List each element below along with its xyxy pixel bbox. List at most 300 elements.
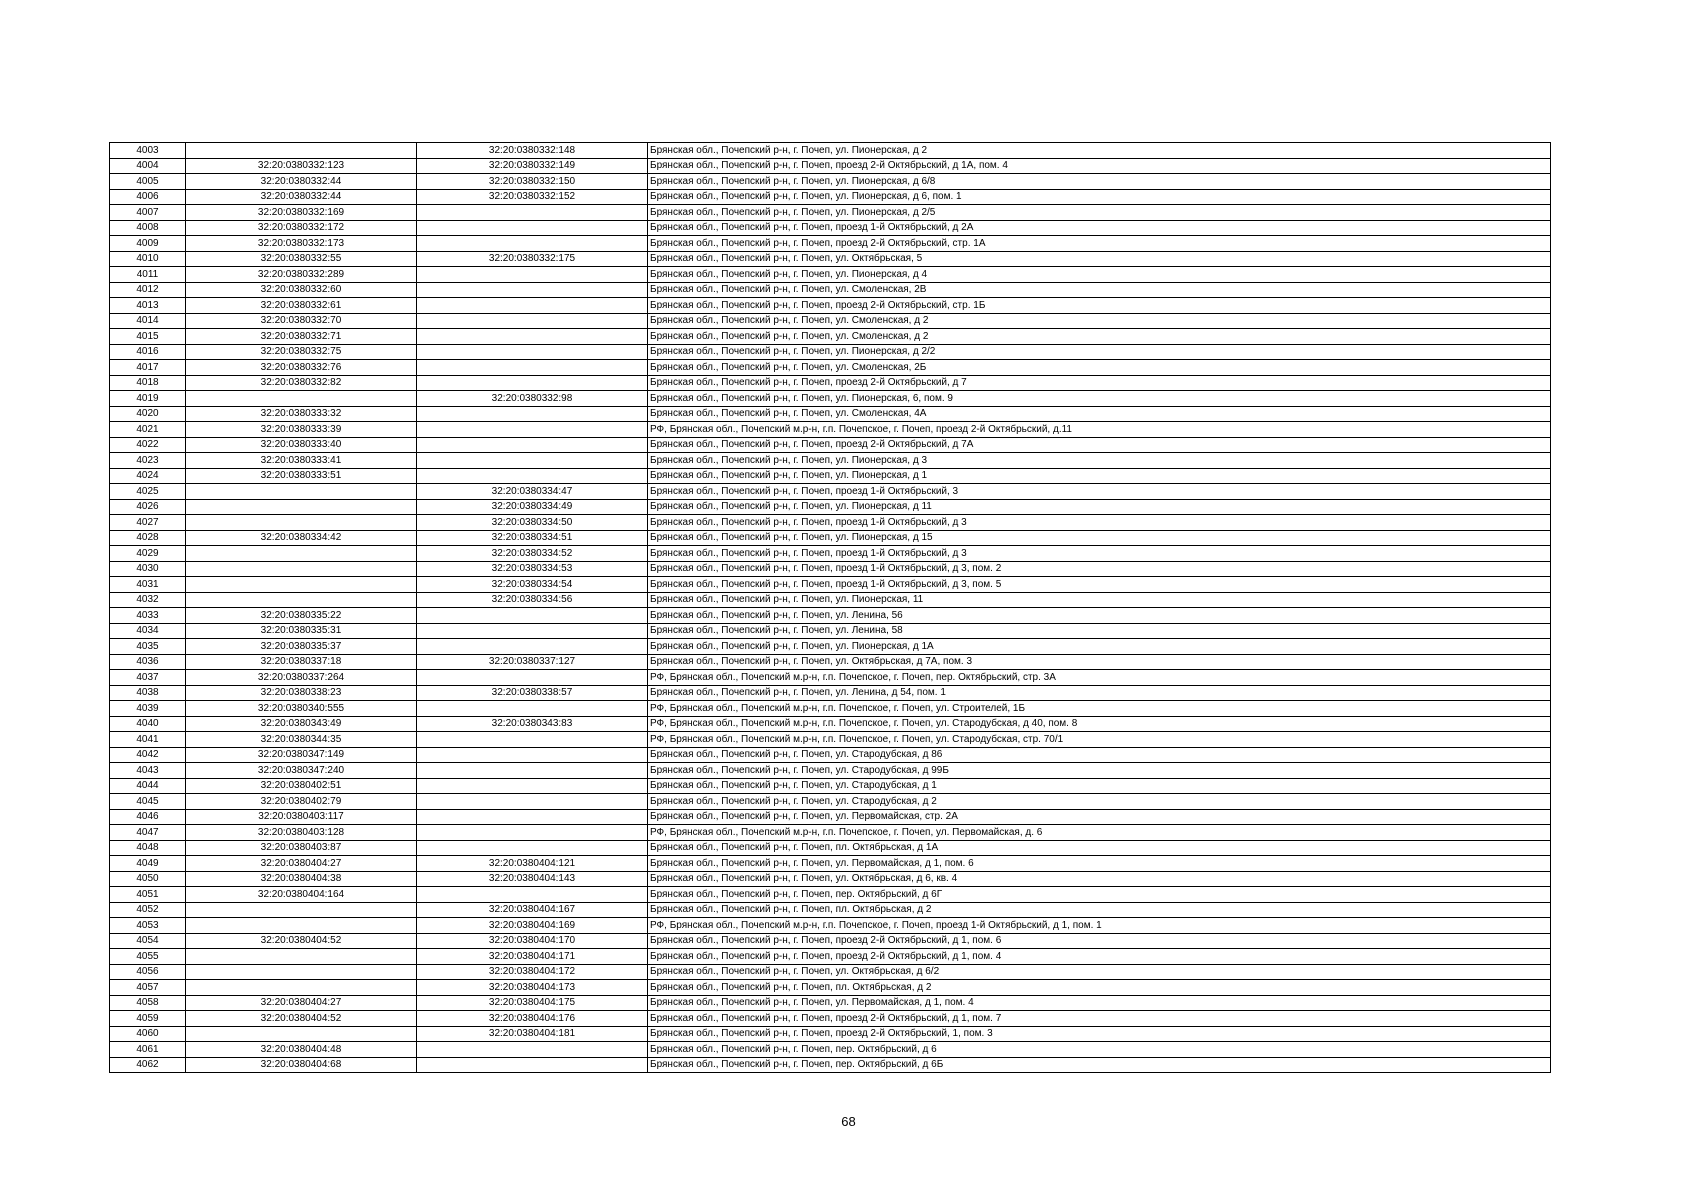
object-number-cell: 32:20:0380338:57 (417, 685, 648, 701)
row-number-cell: 4003 (110, 143, 186, 159)
object-number-cell: 32:20:0380404:170 (417, 933, 648, 949)
cadastral-number-cell: 32:20:0380403:128 (186, 825, 417, 841)
address-cell: Брянская обл., Почепский р-н, г. Почеп, проезд 2-й Октябрьский, д 7А (648, 437, 1551, 453)
address-cell: Брянская обл., Почепский р-н, г. Почеп, ул. Пионерская, д 4 (648, 267, 1551, 283)
table-row (110, 220, 1551, 236)
object-number-cell (417, 282, 648, 298)
cadastral-number-cell: 32:20:0380333:32 (186, 406, 417, 422)
address-cell: Брянская обл., Почепский р-н, г. Почеп, ул. Смоленская, 4А (648, 406, 1551, 422)
object-number-cell (417, 375, 648, 391)
object-number-cell: 32:20:0380334:50 (417, 515, 648, 531)
cadastral-number-cell (186, 1026, 417, 1042)
address-cell: Брянская обл., Почепский р-н, г. Почеп, ул. Пионерская, д 2/5 (648, 205, 1551, 221)
address-cell: РФ, Брянская обл., Почепский м.р-н, г.п. Почепское, г. Почеп, ул. Стародубская, д 40, пом. 8 (648, 716, 1551, 732)
object-number-cell: 32:20:0380332:98 (417, 391, 648, 407)
table-row (110, 747, 1551, 763)
row-number-cell: 4030 (110, 561, 186, 577)
cadastral-number-cell (186, 561, 417, 577)
table-row (110, 902, 1551, 918)
address-cell: Брянская обл., Почепский р-н, г. Почеп, проезд 1-й Октябрьский, 3 (648, 484, 1551, 500)
address-cell: РФ, Брянская обл., Почепский м.р-н, г.п. Почепское, г. Почеп, ул. Строителей, 1Б (648, 701, 1551, 717)
object-number-cell (417, 205, 648, 221)
address-cell: Брянская обл., Почепский р-н, г. Почеп, проезд 2-й Октябрьский, стр. 1А (648, 236, 1551, 252)
cadastral-number-cell: 32:20:0380343:49 (186, 716, 417, 732)
cadastral-number-cell: 32:20:0380347:240 (186, 763, 417, 779)
row-number-cell: 4015 (110, 329, 186, 345)
table-row (110, 623, 1551, 639)
row-number-cell: 4041 (110, 732, 186, 748)
table-row (110, 329, 1551, 345)
object-number-cell (417, 840, 648, 856)
cadastral-number-cell (186, 592, 417, 608)
object-number-cell: 32:20:0380404:169 (417, 918, 648, 934)
table-row (110, 701, 1551, 717)
object-number-cell: 32:20:0380332:150 (417, 174, 648, 190)
address-cell: Брянская обл., Почепский р-н, г. Почеп, ул. Стародубская, д 2 (648, 794, 1551, 810)
address-cell: Брянская обл., Почепский р-н, г. Почеп, пер. Октябрьский, д 6Б (648, 1057, 1551, 1073)
object-number-cell: 32:20:0380404:172 (417, 964, 648, 980)
address-cell: Брянская обл., Почепский р-н, г. Почеп, ул. Стародубская, д 1 (648, 778, 1551, 794)
row-number-cell: 4009 (110, 236, 186, 252)
row-number-cell: 4051 (110, 887, 186, 903)
row-number-cell: 4028 (110, 530, 186, 546)
object-number-cell (417, 236, 648, 252)
address-cell: Брянская обл., Почепский р-н, г. Почеп, ул. Стародубская, д 86 (648, 747, 1551, 763)
row-number-cell: 4011 (110, 267, 186, 283)
address-cell: Брянская обл., Почепский р-н, г. Почеп, ул. Смоленская, д 2 (648, 313, 1551, 329)
address-cell: РФ, Брянская обл., Почепский м.р-н, г.п. Почепское, г. Почеп, ул. Первомайская, д. 6 (648, 825, 1551, 841)
object-number-cell (417, 732, 648, 748)
row-number-cell: 4027 (110, 515, 186, 531)
row-number-cell: 4037 (110, 670, 186, 686)
row-number-cell: 4012 (110, 282, 186, 298)
table-row (110, 608, 1551, 624)
row-number-cell: 4024 (110, 468, 186, 484)
cadastral-number-cell: 32:20:0380347:149 (186, 747, 417, 763)
cadastral-number-cell: 32:20:0380404:38 (186, 871, 417, 887)
cadastral-number-cell (186, 484, 417, 500)
table-row (110, 205, 1551, 221)
address-cell: Брянская обл., Почепский р-н, г. Почеп, ул. Ленина, 58 (648, 623, 1551, 639)
table-row (110, 406, 1551, 422)
address-cell: Брянская обл., Почепский р-н, г. Почеп, ул. Смоленская, 2Б (648, 360, 1551, 376)
table-row (110, 360, 1551, 376)
address-cell: РФ, Брянская обл., Почепский м.р-н, г.п. Почепское, г. Почеп, проезд 2-й Октябрьский, д.11 (648, 422, 1551, 438)
object-number-cell: 32:20:0380343:83 (417, 716, 648, 732)
address-cell: Брянская обл., Почепский р-н, г. Почеп, ул. Пионерская, д 3 (648, 453, 1551, 469)
row-number-cell: 4062 (110, 1057, 186, 1073)
address-cell: Брянская обл., Почепский р-н, г. Почеп, ул. Пионерская, д 2 (648, 143, 1551, 159)
table-row (110, 143, 1551, 159)
cadastral-number-cell: 32:20:0380333:40 (186, 437, 417, 453)
object-number-cell: 32:20:0380404:167 (417, 902, 648, 918)
row-number-cell: 4007 (110, 205, 186, 221)
cadastral-number-cell (186, 515, 417, 531)
row-number-cell: 4048 (110, 840, 186, 856)
cadastral-number-cell: 32:20:0380333:51 (186, 468, 417, 484)
cadastral-number-cell: 32:20:0380332:71 (186, 329, 417, 345)
object-number-cell (417, 360, 648, 376)
row-number-cell: 4061 (110, 1042, 186, 1058)
page-number: 68 (841, 1114, 856, 1129)
address-cell: РФ, Брянская обл., Почепский м.р-н, г.п. Почепское, г. Почеп, пер. Октябрьский, стр. 3А (648, 670, 1551, 686)
row-number-cell: 4029 (110, 546, 186, 562)
address-cell: Брянская обл., Почепский р-н, г. Почеп, проезд 1-й Октябрьский, д 2А (648, 220, 1551, 236)
object-number-cell: 32:20:0380334:51 (417, 530, 648, 546)
address-cell: РФ, Брянская обл., Почепский м.р-н, г.п. Почепское, г. Почеп, ул. Стародубская, стр. 70/1 (648, 732, 1551, 748)
cadastral-number-cell: 32:20:0380404:27 (186, 995, 417, 1011)
row-number-cell: 4022 (110, 437, 186, 453)
object-number-cell: 32:20:0380404:173 (417, 980, 648, 996)
table-row (110, 468, 1551, 484)
cadastral-number-cell: 32:20:0380338:23 (186, 685, 417, 701)
address-cell: Брянская обл., Почепский р-н, г. Почеп, ул. Октябрьская, д 6/2 (648, 964, 1551, 980)
table-row (110, 1042, 1551, 1058)
row-number-cell: 4017 (110, 360, 186, 376)
cadastral-number-cell: 32:20:0380340:555 (186, 701, 417, 717)
cadastral-number-cell (186, 902, 417, 918)
row-number-cell: 4056 (110, 964, 186, 980)
table-row (110, 1057, 1551, 1073)
row-number-cell: 4059 (110, 1011, 186, 1027)
cadastral-number-cell: 32:20:0380403:87 (186, 840, 417, 856)
table-row (110, 174, 1551, 190)
object-number-cell: 32:20:0380332:148 (417, 143, 648, 159)
cadastral-number-cell: 32:20:0380402:79 (186, 794, 417, 810)
cadastral-number-cell (186, 143, 417, 159)
object-number-cell (417, 298, 648, 314)
table-row (110, 313, 1551, 329)
address-cell: Брянская обл., Почепский р-н, г. Почеп, пл. Октябрьская, д 2 (648, 902, 1551, 918)
table-row (110, 716, 1551, 732)
table-row (110, 267, 1551, 283)
cadastral-number-cell (186, 949, 417, 965)
address-cell: Брянская обл., Почепский р-н, г. Почеп, ул. Пионерская, д 1А (648, 639, 1551, 655)
object-number-cell (417, 313, 648, 329)
table-row (110, 515, 1551, 531)
object-number-cell: 32:20:0380404:121 (417, 856, 648, 872)
row-number-cell: 4039 (110, 701, 186, 717)
address-cell: Брянская обл., Почепский р-н, г. Почеп, пер. Октябрьский, д 6 (648, 1042, 1551, 1058)
object-number-cell (417, 670, 648, 686)
cadastral-number-cell: 32:20:0380333:41 (186, 453, 417, 469)
table-row (110, 453, 1551, 469)
row-number-cell: 4045 (110, 794, 186, 810)
cadastral-number-cell: 32:20:0380332:123 (186, 158, 417, 174)
address-cell: Брянская обл., Почепский р-н, г. Почеп, проезд 1-й Октябрьский, д 3 (648, 515, 1551, 531)
object-number-cell: 32:20:0380404:175 (417, 995, 648, 1011)
cadastral-number-cell: 32:20:0380332:61 (186, 298, 417, 314)
row-number-cell: 4016 (110, 344, 186, 360)
object-number-cell (417, 747, 648, 763)
row-number-cell: 4053 (110, 918, 186, 934)
address-cell: Брянская обл., Почепский р-н, г. Почеп, проезд 2-й Октябрьский, 1, пом. 3 (648, 1026, 1551, 1042)
table-row (110, 1026, 1551, 1042)
address-cell: Брянская обл., Почепский р-н, г. Почеп, проезд 2-й Октябрьский, д 7 (648, 375, 1551, 391)
object-number-cell (417, 794, 648, 810)
cadastral-number-cell: 32:20:0380337:264 (186, 670, 417, 686)
object-number-cell (417, 809, 648, 825)
object-number-cell (417, 887, 648, 903)
address-cell: Брянская обл., Почепский р-н, г. Почеп, пл. Октябрьская, д 2 (648, 980, 1551, 996)
cadastral-number-cell: 32:20:0380404:52 (186, 933, 417, 949)
object-number-cell: 32:20:0380404:181 (417, 1026, 648, 1042)
object-number-cell (417, 701, 648, 717)
table-row (110, 856, 1551, 872)
address-cell: Брянская обл., Почепский р-н, г. Почеп, пл. Октябрьская, д 1А (648, 840, 1551, 856)
row-number-cell: 4034 (110, 623, 186, 639)
cadastral-number-cell: 32:20:0380404:68 (186, 1057, 417, 1073)
object-number-cell (417, 639, 648, 655)
row-number-cell: 4004 (110, 158, 186, 174)
address-cell: Брянская обл., Почепский р-н, г. Почеп, ул. Пионерская, д 11 (648, 499, 1551, 515)
object-number-cell (417, 623, 648, 639)
address-cell: Брянская обл., Почепский р-н, г. Почеп, проезд 1-й Октябрьский, д 3, пом. 5 (648, 577, 1551, 593)
row-number-cell: 4026 (110, 499, 186, 515)
cadastral-number-cell: 32:20:0380335:37 (186, 639, 417, 655)
table-row (110, 158, 1551, 174)
table-row (110, 933, 1551, 949)
object-number-cell (417, 468, 648, 484)
cadastral-number-cell: 32:20:0380332:70 (186, 313, 417, 329)
address-cell: Брянская обл., Почепский р-н, г. Почеп, проезд 1-й Октябрьский, д 3 (648, 546, 1551, 562)
row-number-cell: 4018 (110, 375, 186, 391)
cadastral-number-cell (186, 546, 417, 562)
cadastral-table (109, 142, 1551, 1073)
table-row (110, 577, 1551, 593)
table-row (110, 1011, 1551, 1027)
cadastral-number-cell: 32:20:0380403:117 (186, 809, 417, 825)
address-cell: Брянская обл., Почепский р-н, г. Почеп, ул. Ленина, 56 (648, 608, 1551, 624)
cadastral-number-cell (186, 918, 417, 934)
address-cell: Брянская обл., Почепский р-н, г. Почеп, проезд 2-й Октябрьский, д 1, пом. 7 (648, 1011, 1551, 1027)
table-row (110, 236, 1551, 252)
table-row (110, 732, 1551, 748)
object-number-cell: 32:20:0380334:56 (417, 592, 648, 608)
table-row (110, 375, 1551, 391)
object-number-cell (417, 437, 648, 453)
object-number-cell (417, 763, 648, 779)
table-row (110, 825, 1551, 841)
cadastral-number-cell: 32:20:0380332:173 (186, 236, 417, 252)
cadastral-number-cell: 32:20:0380332:60 (186, 282, 417, 298)
cadastral-number-cell: 32:20:0380334:42 (186, 530, 417, 546)
cadastral-number-cell: 32:20:0380404:27 (186, 856, 417, 872)
address-cell: Брянская обл., Почепский р-н, г. Почеп, пер. Октябрьский, д 6Г (648, 887, 1551, 903)
table-row (110, 887, 1551, 903)
row-number-cell: 4005 (110, 174, 186, 190)
object-number-cell: 32:20:0380332:175 (417, 251, 648, 267)
cadastral-number-cell: 32:20:0380404:52 (186, 1011, 417, 1027)
table-row (110, 670, 1551, 686)
address-cell: Брянская обл., Почепский р-н, г. Почеп, ул. Ленина, д 54, пом. 1 (648, 685, 1551, 701)
address-cell: Брянская обл., Почепский р-н, г. Почеп, ул. Пионерская, 11 (648, 592, 1551, 608)
cadastral-number-cell: 32:20:0380404:48 (186, 1042, 417, 1058)
row-number-cell: 4032 (110, 592, 186, 608)
row-number-cell: 4057 (110, 980, 186, 996)
row-number-cell: 4058 (110, 995, 186, 1011)
table-row (110, 654, 1551, 670)
row-number-cell: 4033 (110, 608, 186, 624)
row-number-cell: 4006 (110, 189, 186, 205)
object-number-cell (417, 422, 648, 438)
address-cell: Брянская обл., Почепский р-н, г. Почеп, ул. Пионерская, д 15 (648, 530, 1551, 546)
cadastral-number-cell: 32:20:0380335:31 (186, 623, 417, 639)
cadastral-number-cell: 32:20:0380404:164 (186, 887, 417, 903)
row-number-cell: 4055 (110, 949, 186, 965)
address-cell: Брянская обл., Почепский р-н, г. Почеп, ул. Первомайская, д 1, пом. 4 (648, 995, 1551, 1011)
row-number-cell: 4019 (110, 391, 186, 407)
object-number-cell: 32:20:0380334:47 (417, 484, 648, 500)
cadastral-number-cell: 32:20:0380335:22 (186, 608, 417, 624)
row-number-cell: 4054 (110, 933, 186, 949)
cadastral-number-cell: 32:20:0380332:44 (186, 189, 417, 205)
address-cell: Брянская обл., Почепский р-н, г. Почеп, проезд 2-й Октябрьский, д 1, пом. 4 (648, 949, 1551, 965)
address-cell: Брянская обл., Почепский р-н, г. Почеп, ул. Пионерская, д 2/2 (648, 344, 1551, 360)
address-cell: Брянская обл., Почепский р-н, г. Почеп, ул. Смоленская, д 2 (648, 329, 1551, 345)
row-number-cell: 4021 (110, 422, 186, 438)
table-row (110, 918, 1551, 934)
row-number-cell: 4038 (110, 685, 186, 701)
address-cell: Брянская обл., Почепский р-н, г. Почеп, ул. Октябрьская, д 7А, пом. 3 (648, 654, 1551, 670)
row-number-cell: 4031 (110, 577, 186, 593)
cadastral-number-cell (186, 577, 417, 593)
row-number-cell: 4047 (110, 825, 186, 841)
object-number-cell: 32:20:0380337:127 (417, 654, 648, 670)
row-number-cell: 4050 (110, 871, 186, 887)
table-row (110, 995, 1551, 1011)
address-cell: Брянская обл., Почепский р-н, г. Почеп, проезд 2-й Октябрьский, д 1, пом. 6 (648, 933, 1551, 949)
table-row (110, 251, 1551, 267)
cadastral-number-cell: 32:20:0380402:51 (186, 778, 417, 794)
row-number-cell: 4052 (110, 902, 186, 918)
address-cell: Брянская обл., Почепский р-н, г. Почеп, проезд 2-й Октябрьский, д 1А, пом. 4 (648, 158, 1551, 174)
address-cell: Брянская обл., Почепский р-н, г. Почеп, ул. Первомайская, стр. 2А (648, 809, 1551, 825)
cadastral-number-cell: 32:20:0380344:35 (186, 732, 417, 748)
object-number-cell (417, 1042, 648, 1058)
row-number-cell: 4035 (110, 639, 186, 655)
cadastral-number-cell (186, 964, 417, 980)
table-row (110, 871, 1551, 887)
object-number-cell: 32:20:0380404:176 (417, 1011, 648, 1027)
row-number-cell: 4013 (110, 298, 186, 314)
row-number-cell: 4043 (110, 763, 186, 779)
row-number-cell: 4014 (110, 313, 186, 329)
object-number-cell: 32:20:0380334:54 (417, 577, 648, 593)
table-row (110, 561, 1551, 577)
table-body (110, 143, 1551, 1073)
table-row (110, 840, 1551, 856)
table-row (110, 639, 1551, 655)
table-row (110, 422, 1551, 438)
table-row (110, 499, 1551, 515)
row-number-cell: 4020 (110, 406, 186, 422)
table-row (110, 391, 1551, 407)
row-number-cell: 4010 (110, 251, 186, 267)
cadastral-number-cell: 32:20:0380332:75 (186, 344, 417, 360)
row-number-cell: 4044 (110, 778, 186, 794)
table-row (110, 809, 1551, 825)
object-number-cell (417, 344, 648, 360)
row-number-cell: 4025 (110, 484, 186, 500)
row-number-cell: 4023 (110, 453, 186, 469)
object-number-cell (417, 778, 648, 794)
cadastral-number-cell (186, 391, 417, 407)
table-row (110, 484, 1551, 500)
object-number-cell: 32:20:0380334:49 (417, 499, 648, 515)
cadastral-number-cell (186, 499, 417, 515)
cadastral-number-cell: 32:20:0380337:18 (186, 654, 417, 670)
row-number-cell: 4040 (110, 716, 186, 732)
table-row (110, 546, 1551, 562)
cadastral-number-cell: 32:20:0380332:55 (186, 251, 417, 267)
address-cell: РФ, Брянская обл., Почепский м.р-н, г.п. Почепское, г. Почеп, проезд 1-й Октябрьский, д 1, пом. 1 (648, 918, 1551, 934)
object-number-cell (417, 825, 648, 841)
object-number-cell: 32:20:0380334:52 (417, 546, 648, 562)
object-number-cell (417, 220, 648, 236)
table-row (110, 980, 1551, 996)
address-cell: Брянская обл., Почепский р-н, г. Почеп, ул. Пионерская, д 6/8 (648, 174, 1551, 190)
object-number-cell (417, 1057, 648, 1073)
table-row (110, 794, 1551, 810)
table-row (110, 530, 1551, 546)
address-cell: Брянская обл., Почепский р-н, г. Почеп, ул. Пионерская, д 6, пом. 1 (648, 189, 1551, 205)
table-row (110, 763, 1551, 779)
address-cell: Брянская обл., Почепский р-н, г. Почеп, ул. Октябрьская, 5 (648, 251, 1551, 267)
table-row (110, 298, 1551, 314)
address-cell: Брянская обл., Почепский р-н, г. Почеп, ул. Первомайская, д 1, пом. 6 (648, 856, 1551, 872)
row-number-cell: 4036 (110, 654, 186, 670)
address-cell: Брянская обл., Почепский р-н, г. Почеп, ул. Стародубская, д 99Б (648, 763, 1551, 779)
address-cell: Брянская обл., Почепский р-н, г. Почеп, проезд 2-й Октябрьский, стр. 1Б (648, 298, 1551, 314)
object-number-cell: 32:20:0380404:143 (417, 871, 648, 887)
cadastral-number-cell: 32:20:0380332:172 (186, 220, 417, 236)
table-row (110, 964, 1551, 980)
row-number-cell: 4060 (110, 1026, 186, 1042)
cadastral-number-cell: 32:20:0380332:289 (186, 267, 417, 283)
object-number-cell: 32:20:0380404:171 (417, 949, 648, 965)
table-row (110, 685, 1551, 701)
cadastral-number-cell: 32:20:0380332:76 (186, 360, 417, 376)
object-number-cell (417, 453, 648, 469)
cadastral-number-cell (186, 980, 417, 996)
table-row (110, 778, 1551, 794)
table-row (110, 282, 1551, 298)
table-row (110, 437, 1551, 453)
row-number-cell: 4042 (110, 747, 186, 763)
address-cell: Брянская обл., Почепский р-н, г. Почеп, проезд 1-й Октябрьский, д 3, пом. 2 (648, 561, 1551, 577)
table-row (110, 344, 1551, 360)
row-number-cell: 4049 (110, 856, 186, 872)
object-number-cell (417, 406, 648, 422)
table-row (110, 592, 1551, 608)
object-number-cell (417, 267, 648, 283)
object-number-cell (417, 329, 648, 345)
address-cell: Брянская обл., Почепский р-н, г. Почеп, ул. Октябрьская, д 6, кв. 4 (648, 871, 1551, 887)
address-cell: Брянская обл., Почепский р-н, г. Почеп, ул. Пионерская, д 1 (648, 468, 1551, 484)
table-row (110, 189, 1551, 205)
row-number-cell: 4008 (110, 220, 186, 236)
object-number-cell: 32:20:0380334:53 (417, 561, 648, 577)
object-number-cell: 32:20:0380332:149 (417, 158, 648, 174)
cadastral-number-cell: 32:20:0380332:82 (186, 375, 417, 391)
cadastral-number-cell: 32:20:0380332:44 (186, 174, 417, 190)
address-cell: Брянская обл., Почепский р-н, г. Почеп, ул. Смоленская, 2В (648, 282, 1551, 298)
cadastral-number-cell: 32:20:0380333:39 (186, 422, 417, 438)
row-number-cell: 4046 (110, 809, 186, 825)
object-number-cell (417, 608, 648, 624)
object-number-cell: 32:20:0380332:152 (417, 189, 648, 205)
